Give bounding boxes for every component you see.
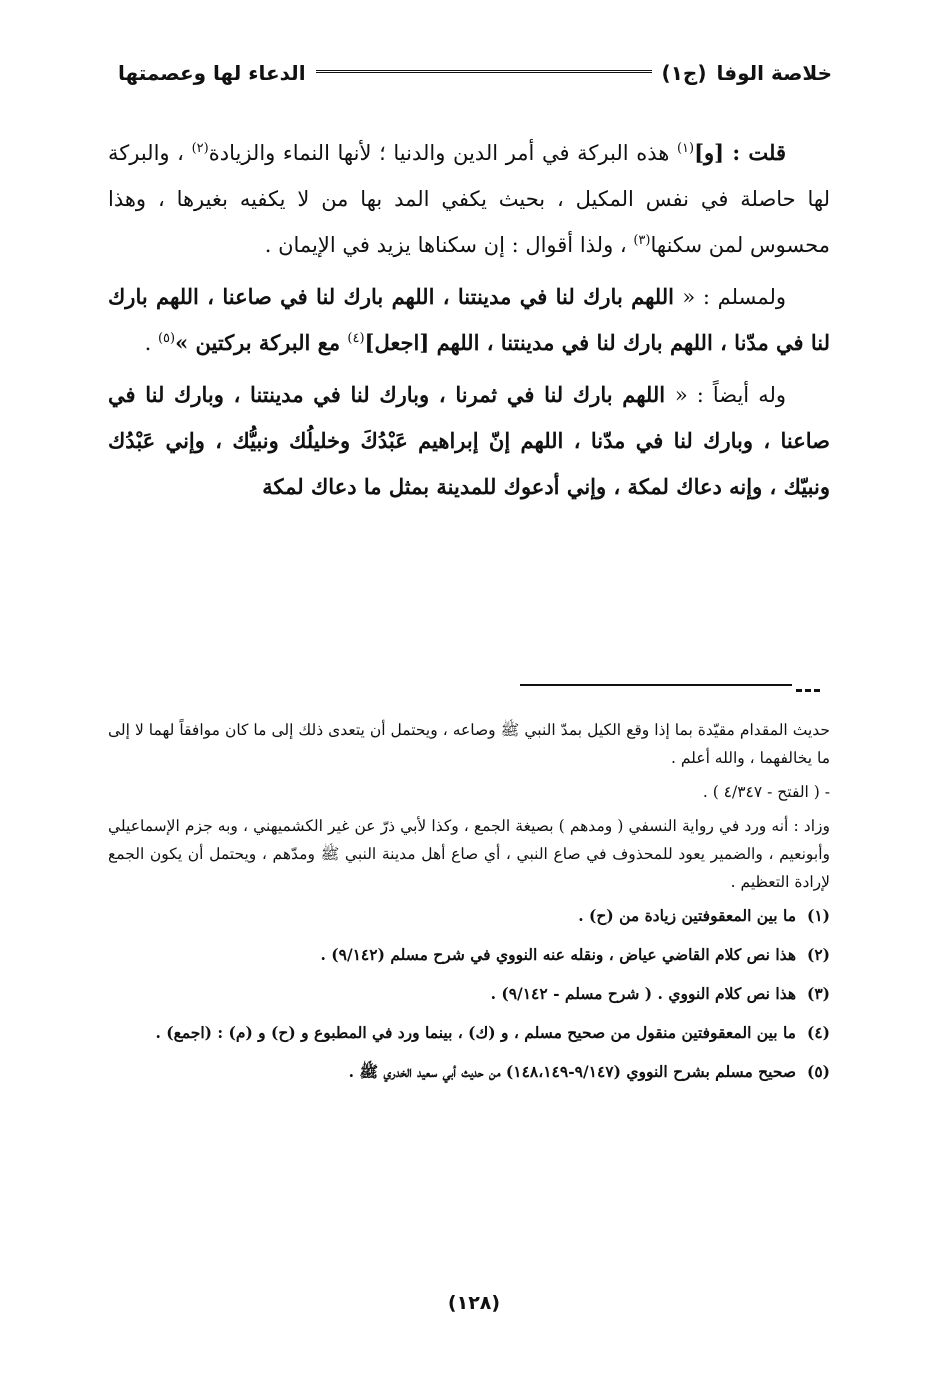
footnote-ref-1: (١) bbox=[676, 141, 695, 156]
footnote-continuation-2: - ( الفتح - ٤/٣٤٧ ) . bbox=[702, 783, 830, 801]
footnote-2-number: (٢) bbox=[806, 945, 830, 964]
footnotes bbox=[108, 716, 830, 1097]
header-section-title: الدعاء لها وعصمتها bbox=[118, 61, 306, 85]
paragraph-1-part-1: هذه البركة في أمر الدين والدنيا ؛ لأنها النماء والزيادة bbox=[208, 141, 677, 165]
paragraph-1-part-3: ، ولذا أقوال : إن سكناها يزيد في الإيمان . bbox=[264, 233, 634, 257]
paragraph-1-lead: قلت : [و] bbox=[694, 140, 786, 165]
paragraph-1 bbox=[108, 130, 830, 268]
paragraph-2-quote-1: اللهم بارك لنا في مدينتنا ، اللهم بارك لنا في صاعنا ، اللهم بارك لنا في مدّنا ، اللهم بارك لنا في مدينتنا ، اللهم [اجعل] bbox=[108, 284, 830, 355]
footnote-ref-4: (٤) bbox=[347, 331, 365, 346]
paragraph-1-part-2: ، والبركة لها حاصلة في نفس المكيل ، بحيث يكفي المد بها من لا يكفيه بغيرها ، وهذا محسوس لمن سكنها bbox=[108, 141, 830, 257]
page-number: (١٢٨) bbox=[447, 1292, 501, 1314]
footnote-ref-5: (٥) bbox=[157, 331, 176, 346]
header-book-title: خلاصة الوفا bbox=[716, 61, 832, 85]
footnote-2-text: هذا نص كلام القاضي عياض ، ونقله عنه النووي في شرح مسلم (٩/١٤٢) . bbox=[320, 945, 796, 964]
footnote-3-number: (٣) bbox=[806, 984, 830, 1003]
footnote-4-number: (٤) bbox=[806, 1023, 830, 1042]
footnote-5-number: (٥) bbox=[806, 1062, 830, 1081]
paragraph-3-lead: وله أيضاً : « bbox=[674, 383, 786, 407]
footnote-1-text: ما بين المعقوفتين زيادة من (ح) . bbox=[578, 906, 796, 925]
footnote-separator bbox=[520, 684, 820, 696]
header-rule bbox=[316, 70, 652, 77]
footnote-1 bbox=[108, 902, 830, 930]
paragraph-2-lead: ولمسلم : « bbox=[682, 285, 786, 309]
paragraph-2 bbox=[108, 274, 830, 366]
footnote-5-text: صحيح مسلم بشرح النووي (٩/١٤٧-١٤٨،١٤٩) من حديث أبي سعيد الخدري ﷺ . bbox=[348, 1062, 796, 1081]
footnote-3 bbox=[108, 980, 830, 1008]
paragraph-2-end: . bbox=[144, 331, 158, 355]
footnote-5 bbox=[108, 1058, 830, 1086]
footnote-3-text: هذا نص كلام النووي . ( شرح مسلم - ٩/١٤٢) . bbox=[490, 984, 796, 1003]
running-header bbox=[118, 58, 832, 88]
footnote-continuation-1: حديث المقدام مقيّدة بما إذا وقع الكيل بمدّ النبي ﷺ وصاعه ، ويحتمل أن يتعدى ذلك إلى ما كان موافقاً لهما لا إلى ما يخالفهما ، والله أعلم . bbox=[108, 721, 830, 767]
header-chapter: (ج١) bbox=[661, 61, 707, 85]
footnote-4 bbox=[108, 1019, 830, 1047]
footnote-2 bbox=[108, 941, 830, 969]
footnote-continuation-3: وزاد : أنه ورد في رواية النسفي ( ومدهم ) بصيغة الجمع ، وكذا لأبي ذرّ عن غير الكشميهني ، وبه جزم الإسماعيلي وأبونعيم ، والضمير يعود للمحذوف في صاع النبي ، أي صاع أهل مدينة النبي ﷺ ومدّهم ، ويحتمل أن يكون الجمع لإرادة التعظيم . bbox=[108, 817, 830, 891]
paragraph-3 bbox=[108, 372, 830, 510]
paragraph-3-quote: اللهم بارك لنا في ثمرنا ، وبارك لنا في مدينتنا ، وبارك لنا في صاعنا ، وبارك لنا في مدّنا ، اللهم إنّ إبراهيم عَبْدُكَ وخليلُك ونبيُّك ، وإني عَبْدُك ونبيّك ، وإنه دعاك لمكة ، وإني أدعوك للمدينة بمثل ما دعاك لمكة bbox=[108, 382, 830, 499]
main-text bbox=[108, 130, 830, 510]
footnote-4-text: ما بين المعقوفتين منقول من صحيح مسلم ، و (ك) ، بينما ورد في المطبوع و (ح) و (م) : (اجمع) . bbox=[155, 1023, 796, 1042]
footnote-1-number: (١) bbox=[806, 906, 830, 925]
paragraph-2-quote-2: مع البركة بركتين » bbox=[175, 330, 348, 355]
footnote-ref-2: (٢) bbox=[191, 141, 209, 156]
footnote-ref-3: (٣) bbox=[633, 233, 651, 248]
